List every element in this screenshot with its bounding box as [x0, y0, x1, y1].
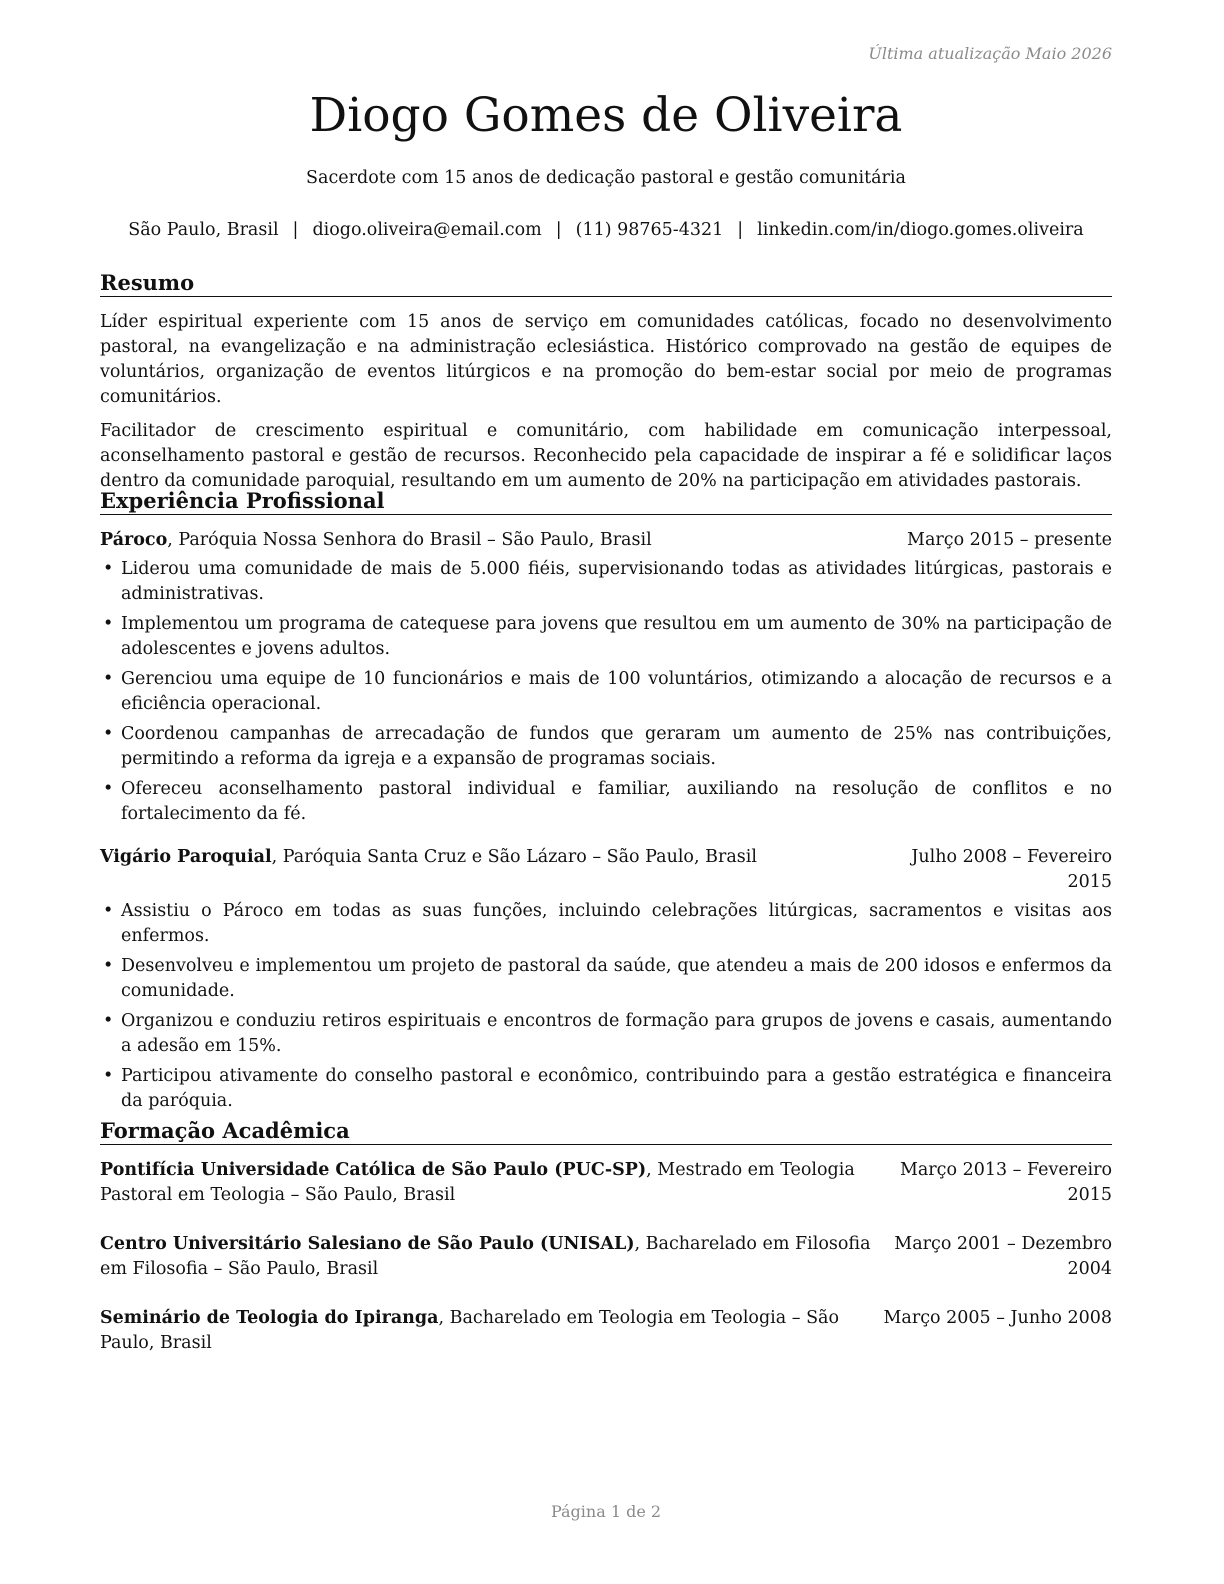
contact-linkedin[interactable]: linkedin.com/in/diogo.gomes.oliveira: [757, 220, 1084, 240]
job-header: [100, 845, 1112, 895]
education-dates: Março 2001 – Dezembro 2004: [894, 1234, 1112, 1279]
job-entry: [100, 528, 1112, 827]
job-bullet: • Gerenciou uma equipe de 10 funcionários e mais de 100 voluntários, otimizando a alocação de recursos e a eficiência operacional.: [100, 667, 1112, 717]
job-bullet: • Ofereceu aconselhamento pastoral individual e familiar, auxiliando na resolução de conflitos e no fortalecimento da fé.: [100, 777, 1112, 827]
job-bullet: • Assistiu o Pároco em todas as suas funções, incluindo celebrações litúrgicas, sacramentos e visitas aos enfermos.: [100, 899, 1112, 949]
job-bullet: • Desenvolveu e implementou um projeto de pastoral da saúde, que atendeu a mais de 200 idosos e enfermos da comunidade.: [100, 954, 1112, 1004]
education-entry: [100, 1306, 1112, 1356]
education-entry: [100, 1232, 1112, 1282]
education-detail: , Bacharelado em Teologia em Teologia – São Paulo, Brasil: [100, 1308, 840, 1353]
education-dates: Março 2005 – Junho 2008: [883, 1308, 1112, 1328]
job-header: [100, 528, 1112, 553]
contact-location: São Paulo, Brasil: [128, 220, 279, 240]
job-dates: Julho 2008 – Fevereiro 2015: [911, 847, 1112, 892]
contact-email[interactable]: diogo.oliveira@email.com: [312, 220, 542, 240]
education-title: Formação Acadêmica: [100, 1118, 1112, 1145]
contact-separator: |: [555, 220, 562, 240]
job-bullets: [100, 899, 1112, 1114]
job-place: , Paróquia Santa Cruz e São Lázaro – São Paulo, Brasil: [271, 847, 757, 867]
education-school: Seminário de Teologia do Ipiranga: [100, 1308, 439, 1328]
summary-paragraph: Facilitador de crescimento espiritual e comunitário, com habilidade em comunicação interpessoal, aconselhamento pastoral e gestão de recursos. Reconhecido pela capacidade de inspirar a fé e solidificar laços dentro da comunidade paroquial, resultando em um aumento de 20% na participação em atividades pastorais.: [100, 421, 1112, 491]
job-bullet: • Participou ativamente do conselho pastoral e econômico, contribuindo para a gestão estratégica e financeira da paróquia.: [100, 1064, 1112, 1114]
education-dates: Março 2013 – Fevereiro 2015: [899, 1160, 1112, 1205]
job-place: , Paróquia Nossa Senhora do Brasil – São Paulo, Brasil: [167, 530, 652, 550]
contact-phone: (11) 98765-4321: [575, 220, 724, 240]
job-bullet: • Coordenou campanhas de arrecadação de fundos que geraram um aumento de 25% nas contribuições, permitindo a reforma da igreja e a expansão de programas sociais.: [100, 722, 1112, 772]
summary-title: Resumo: [100, 270, 1112, 297]
job-role: Vigário Paroquial: [100, 847, 272, 867]
page-number: Página 1 de 2: [550, 1502, 662, 1521]
experience-section: [100, 488, 1112, 1119]
job-role: Pároco: [100, 530, 168, 550]
summary-paragraph: Líder espiritual experiente com 15 anos de serviço em comunidades católicas, focado no desenvolvimento pastoral, na evangelização e na administração eclesiástica. Histórico comprovado na gestão de equipes de voluntários, organização de eventos litúrgicos e na promoção do bem-estar social por meio de programas comunitários.: [100, 312, 1112, 407]
education-school: Pontifícia Universidade Católica de São Paulo (PUC-SP): [100, 1160, 647, 1180]
summary-section: [100, 270, 1112, 494]
tagline: Sacerdote com 15 anos de dedicação pastoral e gestão comunitária: [306, 168, 906, 188]
experience-title: Experiência Profissional: [100, 488, 1112, 515]
person-name: Diogo Gomes de Oliveira: [309, 88, 903, 143]
education-entry: [100, 1158, 1112, 1208]
job-bullets: [100, 557, 1112, 827]
job-dates: Março 2015 – presente: [907, 530, 1112, 550]
job-bullet: • Implementou um programa de catequese para jovens que resultou em um aumento de 30% na participação de adolescentes e jovens adultos.: [100, 612, 1112, 662]
job-entry: [100, 845, 1112, 1114]
education-school: Centro Universitário Salesiano de São Paulo (UNISAL): [100, 1234, 635, 1254]
education-section: [100, 1118, 1112, 1356]
contact-separator: |: [737, 220, 744, 240]
contact-line: [0, 220, 1212, 240]
job-bullet: • Organizou e conduziu retiros espirituais e encontros de formação para grupos de jovens e casais, aumentando a adesão em 15%.: [100, 1009, 1112, 1059]
education-detail: , Bacharelado em Filosofia em Filosofia – São Paulo, Brasil: [100, 1234, 871, 1279]
education-detail: , Mestrado em Teologia Pastoral em Teologia – São Paulo, Brasil: [100, 1160, 855, 1205]
job-bullet: • Liderou uma comunidade de mais de 5.000 fiéis, supervisionando todas as atividades litúrgicas, pastorais e administrativas.: [100, 557, 1112, 607]
contact-separator: |: [292, 220, 299, 240]
last-updated: Última atualização Maio 2026: [868, 44, 1112, 63]
